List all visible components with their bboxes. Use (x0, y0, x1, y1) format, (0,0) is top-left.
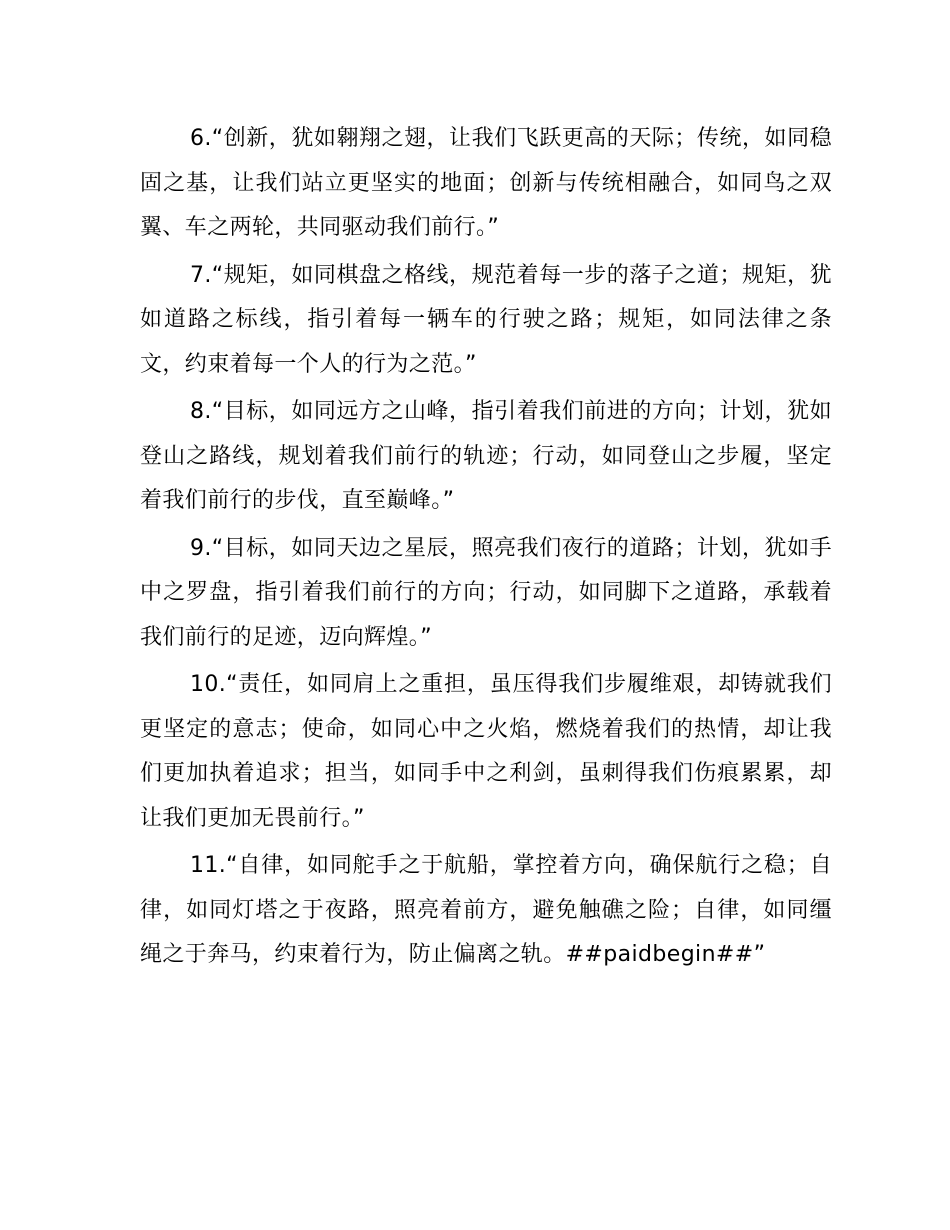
paragraph-9: 9.“目标，如同天边之星辰，照亮我们夜行的道路；计划，犹如手中之罗盘，指引着我们前行的方向；行动，如同脚下之道路，承载着我们前行的足迹，迈向辉煌。” (140, 535, 832, 650)
document-body (140, 117, 832, 981)
paragraph-7: 7.“规矩，如同棋盘之格线，规范着每一步的落子之道；规矩，犹如道路之标线，指引着每一辆车的行驶之路；规矩，如同法律之条文，约束着每一个人的行为之范。” (140, 262, 832, 377)
paragraph-11: 11.“自律，如同舵手之于航船，掌控着方向，确保航行之稳；自律，如同灯塔之于夜路，照亮着前方，避免触礁之险；自律，如同缰绳之于奔马，约束着行为，防止偏离之轨。##paidbegin##” (140, 853, 832, 967)
paragraph-8: 8.“目标，如同远方之山峰，指引着我们前进的方向；计划，犹如登山之路线，规划着我们前行的轨迹；行动，如同登山之步履，坚定着我们前行的步伐，直至巅峰。” (140, 399, 832, 513)
paragraph-10: 10.“责任，如同肩上之重担，虽压得我们步履维艰，却铸就我们更坚定的意志；使命，如同心中之火焰，燃烧着我们的热情，却让我们更加执着追求；担当，如同手中之利剑，虽刺得我们伤痕累累，却让我们更加无畏前行。” (140, 672, 832, 831)
paragraph-6: 6.“创新，犹如翱翔之翅，让我们飞跃更高的天际；传统，如同稳固之基，让我们站立更坚实的地面；创新与传统相融合，如同鸟之双翼、车之两轮，共同驱动我们前行。” (140, 126, 832, 240)
